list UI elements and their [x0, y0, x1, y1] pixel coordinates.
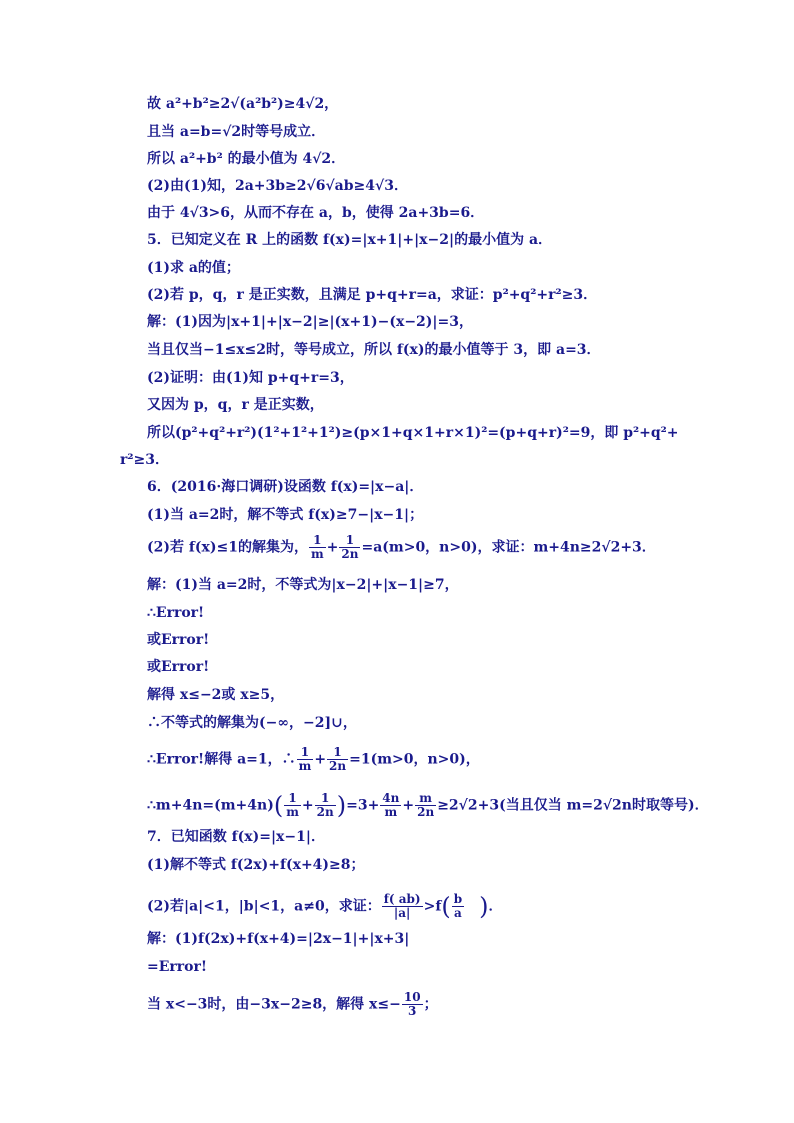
text-line: 故 a²+b²≥2√(a²b²)≥4√2， [147, 96, 339, 112]
problem-7-title: 7．已知函数 f(x)=|x−1|． [147, 829, 325, 845]
text-line: 所以 a²+b² 的最小值为 4√2． [147, 151, 346, 167]
text-line: (2)若 p，q，r 是正实数，且满足 p+q+r=a，求证：p²+q²+r²≥3． [147, 287, 598, 303]
fraction: $\frac{b}{a}$ [453, 892, 463, 920]
text-line: 且当 a=b=√2时等号成立． [147, 124, 326, 140]
text-line: 又因为 p，q，r 是正实数， [147, 397, 324, 413]
text-line: ∴Error!解得 a=1，∴ $\frac{1}{m}$ + $\frac{1}{2n}$ =1(m>0，n>0)， [147, 745, 480, 773]
fraction: $\frac{1}{2n}$ [341, 533, 359, 561]
fraction: $\frac{1}{m}$ [298, 745, 312, 773]
problem-6-title: 6．(2016·海口调研)设函数 f(x)=|x−a|． [147, 479, 424, 495]
text-line: 解：(1)因为|x+1|+|x−2|≥|(x+1)−(x−2)|=3， [147, 314, 473, 330]
fraction: $\frac{1}{2n}$ [316, 791, 334, 819]
text-line: (1)求 a的值； [147, 260, 240, 276]
problem-5-title: 5．已知定义在 R 上的函数 f(x)=|x+1|+|x−2|的最小值为 a． [147, 232, 553, 248]
text-line: (2)证明：由(1)知 p+q+r=3， [147, 370, 354, 386]
text-line: (2)若 f(x)≤1的解集为， $\frac{1}{m}$ + $\frac{1}{2n}$ =a(m>0，n>0)，求证：m+4n≥2√2+3． [147, 533, 656, 561]
text-line: 所以(p²+q²+r²)(1²+1²+1²)≥(p×1+q×1+r×1)²=(p+q+r)²=9，即 p²+q²+ [147, 425, 679, 441]
text-line: r²≥3． [120, 452, 169, 468]
text-line: ∴不等式的解集为(−∞，−2]∪， [147, 715, 357, 731]
fraction: $\frac{1}{m}$ [286, 791, 299, 819]
fraction: $\frac{1}{m}$ [310, 533, 324, 561]
text-line: 或Error! [147, 659, 210, 675]
text-line: 解：(1)当 a=2时，不等式为|x−2|+|x−1|≥7， [147, 577, 459, 593]
fraction: $\frac{1}{2n}$ [329, 745, 347, 773]
text-line: =Error! [147, 959, 208, 975]
text-line: 由于 4√3>6，从而不存在 a，b，使得 2a+3b=6． [147, 205, 485, 221]
text-line: 当且仅当−1≤x≤2时，等号成立，所以 f(x)的最小值等于 3，即 a=3． [147, 342, 601, 358]
text-line: ∴Error! [147, 605, 205, 621]
fraction: $\frac{10}{3}$ [403, 990, 421, 1018]
text-line: (2)若|a|<1，|b|<1，a≠0，求证： $\frac{f( ab)}{|a|}$ >f( $\frac{b}{a}$ )． [147, 892, 503, 921]
text-line: (2)由(1)知，2a+3b≥2√6√ab≥4√3． [147, 178, 408, 194]
text-line: 解：(1)f(2x)+f(x+4)=|2x−1|+|x+3| [147, 931, 410, 947]
fraction: $\frac{f( ab)}{|a|}$ [383, 892, 421, 920]
text-line: 当 x<−3时，由−3x−2≥8，解得 x≤− $\frac{10}{3}$ ； [147, 990, 438, 1018]
fraction: $\frac{m}{2n}$ [417, 791, 435, 819]
text-line: ∴m+4n=(m+4n)( $\frac{1}{m}$ + $\frac{1}{2n}$ )=3+ $\frac{4n}{m}$ + $\frac{m}{2n}$ ≥2√2+3(当且仅当 m=2√2n时取等号)． [147, 791, 709, 820]
text-line: 或Error! [147, 632, 210, 648]
fraction: $\frac{4n}{m}$ [382, 791, 400, 819]
text-line: (1)解不等式 f(2x)+f(x+4)≥8； [147, 857, 365, 873]
text-line: (1)当 a=2时，解不等式 f(x)≥7−|x−1|； [147, 507, 424, 523]
text-line: 解得 x≤−2或 x≥5， [147, 687, 285, 703]
